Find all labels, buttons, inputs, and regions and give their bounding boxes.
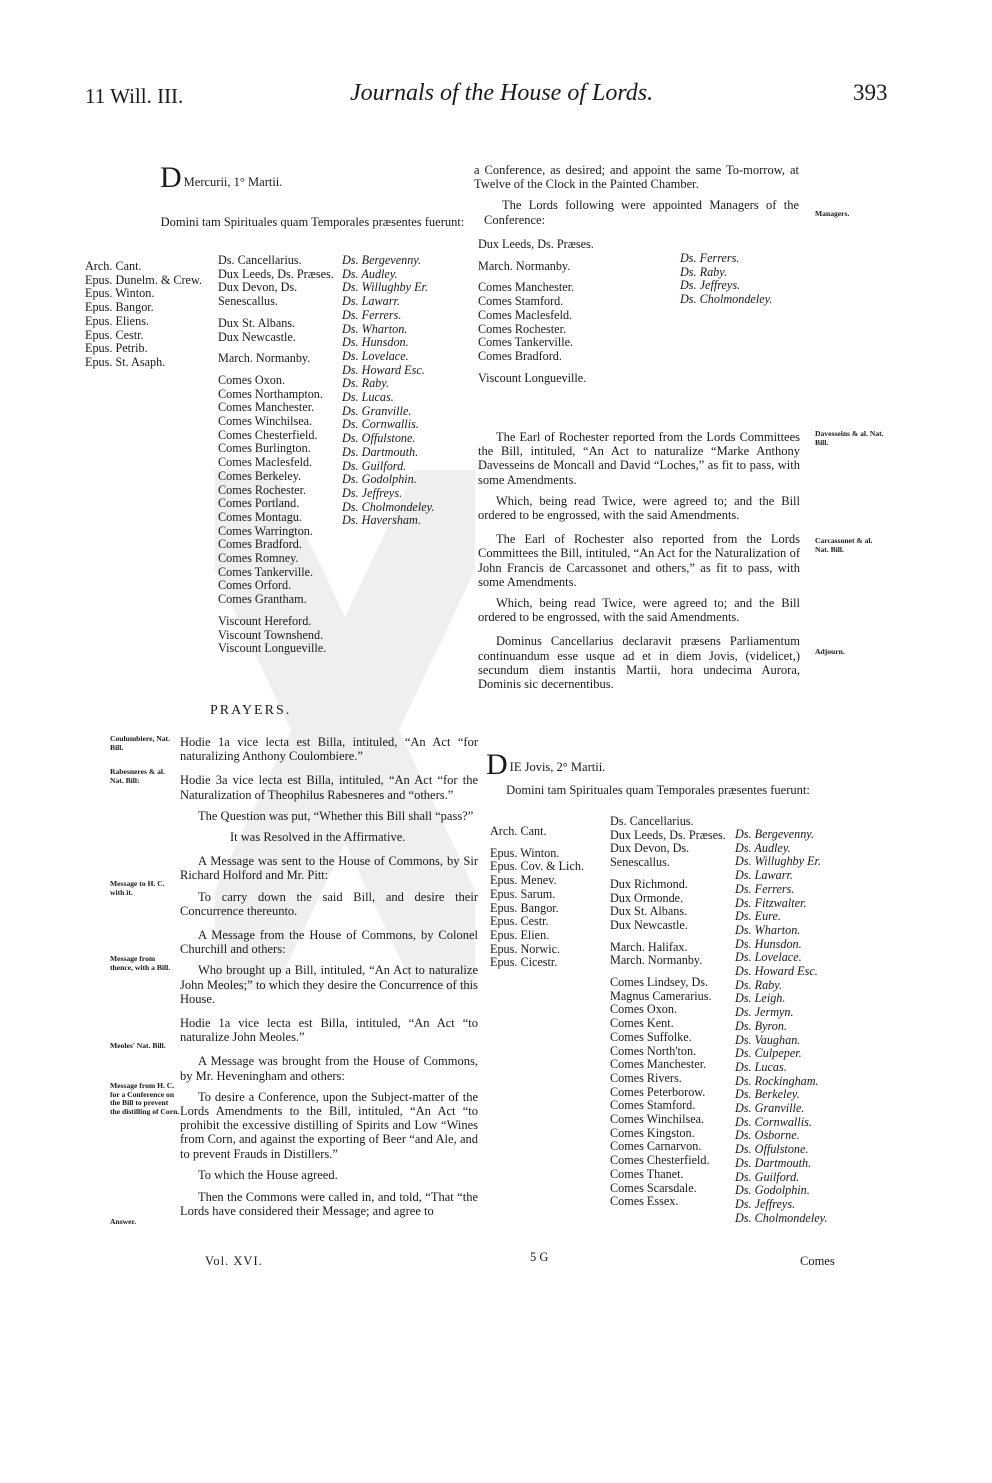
manager-entry: Comes Bradford. — [478, 348, 562, 363]
lord-entry: Comes Manchester. — [610, 1057, 707, 1072]
left-body — [180, 735, 478, 1225]
lord-entry: Ds. Willughby Er. — [342, 280, 428, 295]
lord-entry: Ds. Jermyn. — [735, 1005, 794, 1020]
lord-entry: Epus. Bangor. — [85, 300, 154, 315]
lord-entry: Comes Chesterfield. — [218, 427, 318, 442]
manager-entry: Comes Maclesfeld. — [478, 307, 573, 322]
lord-entry: Dux St. Albans. — [610, 904, 688, 919]
para-carcassonet-agreed: Which, being read Twice, were agreed to; and the Bill ordered to be engrossed, with the said Amendments. — [478, 596, 800, 625]
lord-entry: Comes Thanet. — [610, 1166, 684, 1181]
lord-entry: Ds. Cancellarius. — [218, 253, 302, 267]
lord-entry: Dux Newcastle. — [218, 329, 296, 344]
managers-left-list — [478, 238, 598, 385]
lord-entry: Epus. Norwic. — [490, 941, 561, 956]
lord-entry: Comes Winchilsea. — [610, 1112, 705, 1127]
lord-entry: Comes Chesterfield. — [610, 1153, 710, 1168]
lord-entry: Epus. Cov. & Lich. — [490, 859, 584, 874]
manager-entry: March. Normanby. — [478, 258, 571, 273]
lord-entry: Ds. Guilford. — [342, 458, 407, 473]
lord-entry: Ds. Hunsdon. — [342, 335, 409, 350]
lord-entry: Dux St. Albans. — [218, 315, 296, 330]
running-head-regnal: 11 Will. III. — [85, 84, 184, 108]
lord-entry: March. Normanby. — [218, 351, 311, 366]
lord-entry: Viscount Townshend. — [218, 627, 324, 642]
right-mid-body — [478, 430, 800, 698]
day1-temporal-list — [218, 254, 343, 656]
para-message-commons: A Message from the House of Commons, by Colonel Churchill and others: — [180, 928, 478, 957]
lord-entry: Comes Montagu. — [218, 509, 302, 524]
lord-entry: Epus. Bangor. — [490, 900, 559, 915]
lord-entry: Epus. Menev. — [490, 873, 557, 888]
day2-spiritual-list — [490, 825, 602, 970]
para-meoles-bill: Who brought up a Bill, intituled, “An Act to naturalize John Meoles;” to which they desire the Concurrence of this House. — [180, 963, 478, 1006]
lord-entry: Comes Portland. — [218, 496, 300, 511]
lord-entry: Ds. Bergevenny. — [342, 253, 422, 267]
para-davesseins-report: The Earl of Rochester reported from the Lords Committees the Bill, intituled, “An Act to naturalize “Marke Anthony Davesseins de Moncall and David “Loches,” as fit to pass, with some Amendments. — [478, 430, 800, 487]
lord-entry: Comes Suffolke. — [610, 1029, 692, 1044]
lord-entry: Comes Orford. — [218, 578, 292, 593]
right-top-body — [474, 163, 799, 234]
para-rabesneres: Hodie 3a vice lecta est Billa, intituled, “An Act “for the Naturalization of Theophilus Rabesneres and “others.” — [180, 773, 478, 802]
lord-entry: March. Normanby. — [610, 953, 703, 968]
para-davesseins-agreed: Which, being read Twice, were agreed to; and the Bill ordered to be engrossed, with the said Amendments. — [478, 493, 800, 523]
lord-entry: Viscount Longueville. — [218, 641, 327, 656]
margin-note: Message to H. C. with it. — [110, 879, 165, 897]
lord-entry: Ds. Fitzwalter. — [735, 895, 807, 910]
lord-entry: Ds. Haversham. — [342, 513, 421, 528]
lord-entry: Ds. Dartmouth. — [735, 1155, 812, 1170]
lord-entry: Ds. Godolphin. — [342, 472, 417, 487]
lord-entry: Comes Berkeley. — [218, 468, 302, 483]
lord-entry: Ds. Lucas. — [735, 1059, 787, 1074]
lord-entry: Ds. Wharton. — [735, 922, 801, 937]
margin-note: Rabesneres & al. Nat. Bill: — [110, 767, 165, 785]
catchword: Comes — [800, 1254, 835, 1268]
lord-entry: Ds. Leigh. — [735, 991, 786, 1006]
para-carcassonet-report: The Earl of Rochester also reported from the Lords Committees the Bill, intituled, “An Act for the Naturalization of John Francis de Carcassonet and others,” as fit to pass, with some Amendments. — [478, 532, 800, 589]
lord-entry: Ds. Audley. — [735, 840, 791, 855]
lord-entry: Comes Winchilsea. — [218, 414, 313, 429]
lord-entry: Epus. Sarum. — [490, 886, 556, 901]
lord-entry: Comes Scarsdale. — [610, 1180, 697, 1195]
lord-entry: Ds. Willughby Er. — [735, 854, 821, 869]
lord-entry: Comes Oxon. — [218, 372, 286, 387]
lord-entry: Comes Burlington. — [218, 441, 311, 456]
para-message-sent: A Message was sent to the House of Commons, by Sir Richard Holford and Mr. Pitt: — [180, 854, 478, 883]
lord-entry: Ds. Lovelace. — [342, 348, 409, 363]
dropcap: D — [160, 161, 182, 194]
lord-entry: Epus. Winton. — [85, 286, 155, 301]
lord-entry: Viscount Hereford. — [218, 613, 312, 628]
volume-footer: Vol. XVI. — [205, 1254, 263, 1268]
manager-entry: Viscount Longueville. — [478, 370, 587, 385]
lord-entry: Epus. Elien. — [490, 927, 550, 942]
lord-entry: Comes Grantham. — [218, 592, 307, 607]
para-conference-appointed: a Conference, as desired; and appoint the same To-morrow, at Twelve of the Clock in the Painted Chamber. — [474, 163, 799, 192]
day2-heading — [486, 748, 606, 781]
lord-entry: Arch. Cant. — [85, 259, 142, 273]
lord-entry: Ds. Ferrers. — [342, 307, 402, 322]
lord-entry: Comes Rivers. — [610, 1070, 682, 1085]
para-heveningham: A Message was brought from the House of Commons, by Mr. Heveningham and others: — [180, 1054, 478, 1083]
lord-entry: Comes Rochester. — [218, 482, 307, 497]
lord-entry: Comes Kingston. — [610, 1125, 695, 1140]
manager-entry: Ds. Raby. — [680, 264, 728, 279]
para-commons-called: Then the Commons were called in, and told, “That “the Lords have considered their Message; and agree to — [180, 1190, 478, 1219]
lord-entry: Ds. Howard Esc. — [735, 964, 818, 979]
lord-entry: Comes Northampton. — [218, 386, 323, 401]
lord-entry: Dux Leeds, Ds. Præses. — [610, 827, 726, 842]
lord-entry: Ds. Rockingham. — [735, 1073, 819, 1088]
lord-entry: Ds. Cholmondeley. — [735, 1210, 828, 1225]
lord-entry: Epus. Dunelm. & Crew. — [85, 272, 203, 287]
lord-entry: Ds. Bergevenny. — [735, 827, 815, 841]
para-resolved: It was Resolved in the Affirmative. — [230, 830, 406, 845]
manager-entry: Comes Tankerville. — [478, 335, 574, 350]
lord-entry: Epus. Eliens. — [85, 313, 149, 328]
lord-entry: Ds. Raby. — [342, 376, 390, 391]
lord-entry: Epus. Cicestr. — [490, 955, 558, 970]
lord-entry: Ds. Audley. — [342, 266, 398, 281]
lord-entry: Ds. Lawarr. — [735, 868, 793, 883]
lord-entry: Dux Devon, Ds. Senescallus. — [218, 280, 298, 309]
signature-mark: 5 G — [530, 1250, 549, 1264]
lord-entry: Ds. Dartmouth. — [342, 444, 419, 459]
lord-entry: Comes Peterborow. — [610, 1084, 706, 1099]
lord-entry: Ds. Cancellarius. — [610, 814, 694, 828]
lord-entry: Epus. Petrib. — [85, 341, 148, 356]
lord-entry: Ds. Guilford. — [735, 1169, 800, 1184]
lord-entry: Comes Maclesfeld. — [218, 455, 313, 470]
day1-present-line: Domini tam Spirituales quam Temporales præsentes fuerunt: — [160, 215, 465, 229]
lord-entry: Comes Stamford. — [610, 1098, 696, 1113]
lord-entry: Comes Essex. — [610, 1194, 679, 1209]
lord-entry: Ds. Cornwallis. — [735, 1114, 812, 1129]
margin-note: Adjourn. — [815, 647, 845, 656]
manager-entry: Ds. Ferrers. — [680, 251, 740, 265]
day2-temporal-list — [610, 815, 732, 1209]
lord-entry: Comes Lindsey, Ds. Magnus Camerarius. — [610, 975, 712, 1003]
lord-entry: Ds. Godolphin. — [735, 1183, 810, 1198]
manager-entry: Comes Rochester. — [478, 321, 567, 336]
lord-entry: Comes Tankerville. — [218, 564, 314, 579]
lord-entry: Comes Bradford. — [218, 537, 302, 552]
lord-entry: Epus. Cestr. — [490, 914, 549, 929]
lord-entry: Dux Richmond. — [610, 876, 688, 891]
lord-entry: Ds. Ferrers. — [735, 881, 795, 896]
day2-title: IE Jovis, 2° Martii. — [509, 760, 606, 774]
margin-note: Meoles' Nat. Bill. — [110, 1041, 166, 1050]
lord-entry: Ds. Lovelace. — [735, 950, 802, 965]
lord-entry: Dux Newcastle. — [610, 917, 688, 932]
para-meoles-reading: Hodie 1a vice lecta est Billa, intituled, “An Act “to naturalize John Meoles.” — [180, 1016, 478, 1045]
lord-entry: Comes Oxon. — [610, 1002, 678, 1017]
lord-entry: Comes Manchester. — [218, 400, 315, 415]
manager-entry: Ds. Cholmondeley. — [680, 292, 773, 307]
lord-entry: Ds. Berkeley. — [735, 1087, 800, 1102]
lord-entry: Epus. St. Asaph. — [85, 354, 166, 369]
lord-entry: Arch. Cant. — [490, 824, 547, 838]
lord-entry: Dux Leeds, Ds. Præses. — [218, 266, 334, 281]
lord-entry: Ds. Eure. — [735, 909, 781, 924]
manager-entry: Dux Leeds, Ds. Præses. — [478, 237, 594, 251]
para-conference: To desire a Conference, upon the Subject-matter of the Lords Amendments to the Bill, intituled, “An Act “to prohibit the excessive distilling of Spirits and Low “Wines from Corn, and against the exporting of Beer “and Ale, and to prevent Frauds in Distillers.” — [180, 1089, 478, 1161]
lord-entry: Dux Ormonde. — [610, 890, 684, 905]
lord-entry: Ds. Offulstone. — [735, 1142, 809, 1157]
margin-note: Carcassonet & al. Nat. Bill. — [815, 536, 873, 554]
lord-entry: Ds. Wharton. — [342, 321, 408, 336]
lord-entry: Comes Kent. — [610, 1016, 674, 1031]
lord-entry: Ds. Jeffreys. — [342, 485, 403, 500]
para-question: The Question was put, “Whether this Bill shall “pass?” — [198, 808, 474, 823]
day1-barons-list — [342, 254, 452, 528]
prayers-heading: PRAYERS. — [210, 703, 292, 718]
lord-entry: Epus. Winton. — [490, 845, 560, 860]
lord-entry: Ds. Granville. — [342, 403, 412, 418]
lord-entry: Ds. Lucas. — [342, 390, 394, 405]
lord-entry: Comes North'ton. — [610, 1043, 697, 1058]
manager-entry: Ds. Jeffreys. — [680, 278, 741, 293]
para-coulombiere: Hodie 1a vice lecta est Billa, intituled, “An Act “for naturalizing Anthony Coulombiere.” — [180, 735, 478, 764]
para-managers: The Lords following were appointed Managers of the Conference: — [484, 198, 799, 227]
day2-barons-list — [735, 828, 843, 1225]
managers-right-list — [680, 252, 800, 307]
margin-note: Message from thence, with a Bill. — [110, 954, 171, 972]
lord-entry: Dux Devon, Ds. Senescallus. — [610, 841, 690, 870]
lord-entry: Ds. Cholmondeley. — [342, 499, 435, 514]
manager-entry: Comes Manchester. — [478, 280, 575, 295]
margin-note: Davesseins & al. Nat. Bill. — [815, 429, 884, 447]
day2-present-line: Domini tam Spirituales quam Temporales præsentes fuerunt: — [506, 783, 810, 797]
lord-entry: Ds. Offulstone. — [342, 431, 416, 446]
margin-note: Message from H. C. for a Conference on the Bill to prevent the distilling of Corn. — [110, 1081, 180, 1116]
margin-note: Answer. — [110, 1217, 137, 1226]
lord-entry: Ds. Cornwallis. — [342, 417, 419, 432]
lord-entry: Ds. Hunsdon. — [735, 936, 802, 951]
lord-entry: Ds. Lawarr. — [342, 294, 400, 309]
lord-entry: Ds. Vaughan. — [735, 1032, 801, 1047]
para-adjournment: Dominus Cancellarius declaravit præsens Parliamentum continuandum esse usque ad et in diem Jovis, (videlicet,) secundum diem instantis Martii, hora undecima Aurora, Dominis sic decernentibus. — [478, 634, 800, 692]
lord-entry: Ds. Howard Esc. — [342, 362, 425, 377]
lord-entry: Ds. Culpeper. — [735, 1046, 802, 1061]
page-number: 393 — [853, 80, 888, 105]
margin-note: Managers. — [815, 209, 850, 218]
running-head-title: Journals of the House of Lords. — [350, 80, 654, 106]
day1-title: Mercurii, 1° Martii. — [183, 175, 283, 189]
lord-entry: Ds. Osborne. — [735, 1128, 800, 1143]
manager-entry: Comes Stamford. — [478, 294, 564, 309]
para-agreed: To which the House agreed. — [198, 1167, 338, 1182]
lord-entry: Ds. Jeffreys. — [735, 1196, 796, 1211]
lord-entry: Ds. Granville. — [735, 1101, 805, 1116]
day1-spiritual-list — [85, 260, 205, 370]
lord-entry: Ds. Raby. — [735, 977, 783, 992]
dropcap: D — [486, 748, 508, 781]
para-carry-down: To carry down the said Bill, and desire their Concurrence thereunto. — [180, 889, 478, 918]
day1-heading — [160, 161, 283, 194]
lord-entry: March. Halifax. — [610, 939, 688, 954]
lord-entry: Comes Carnarvon. — [610, 1139, 702, 1154]
lord-entry: Comes Warrington. — [218, 523, 313, 538]
lord-entry: Ds. Byron. — [735, 1018, 788, 1033]
lord-entry: Epus. Cestr. — [85, 327, 144, 342]
margin-note: Coulumbiere, Nat. Bill. — [110, 734, 170, 752]
lord-entry: Comes Romney. — [218, 551, 299, 566]
